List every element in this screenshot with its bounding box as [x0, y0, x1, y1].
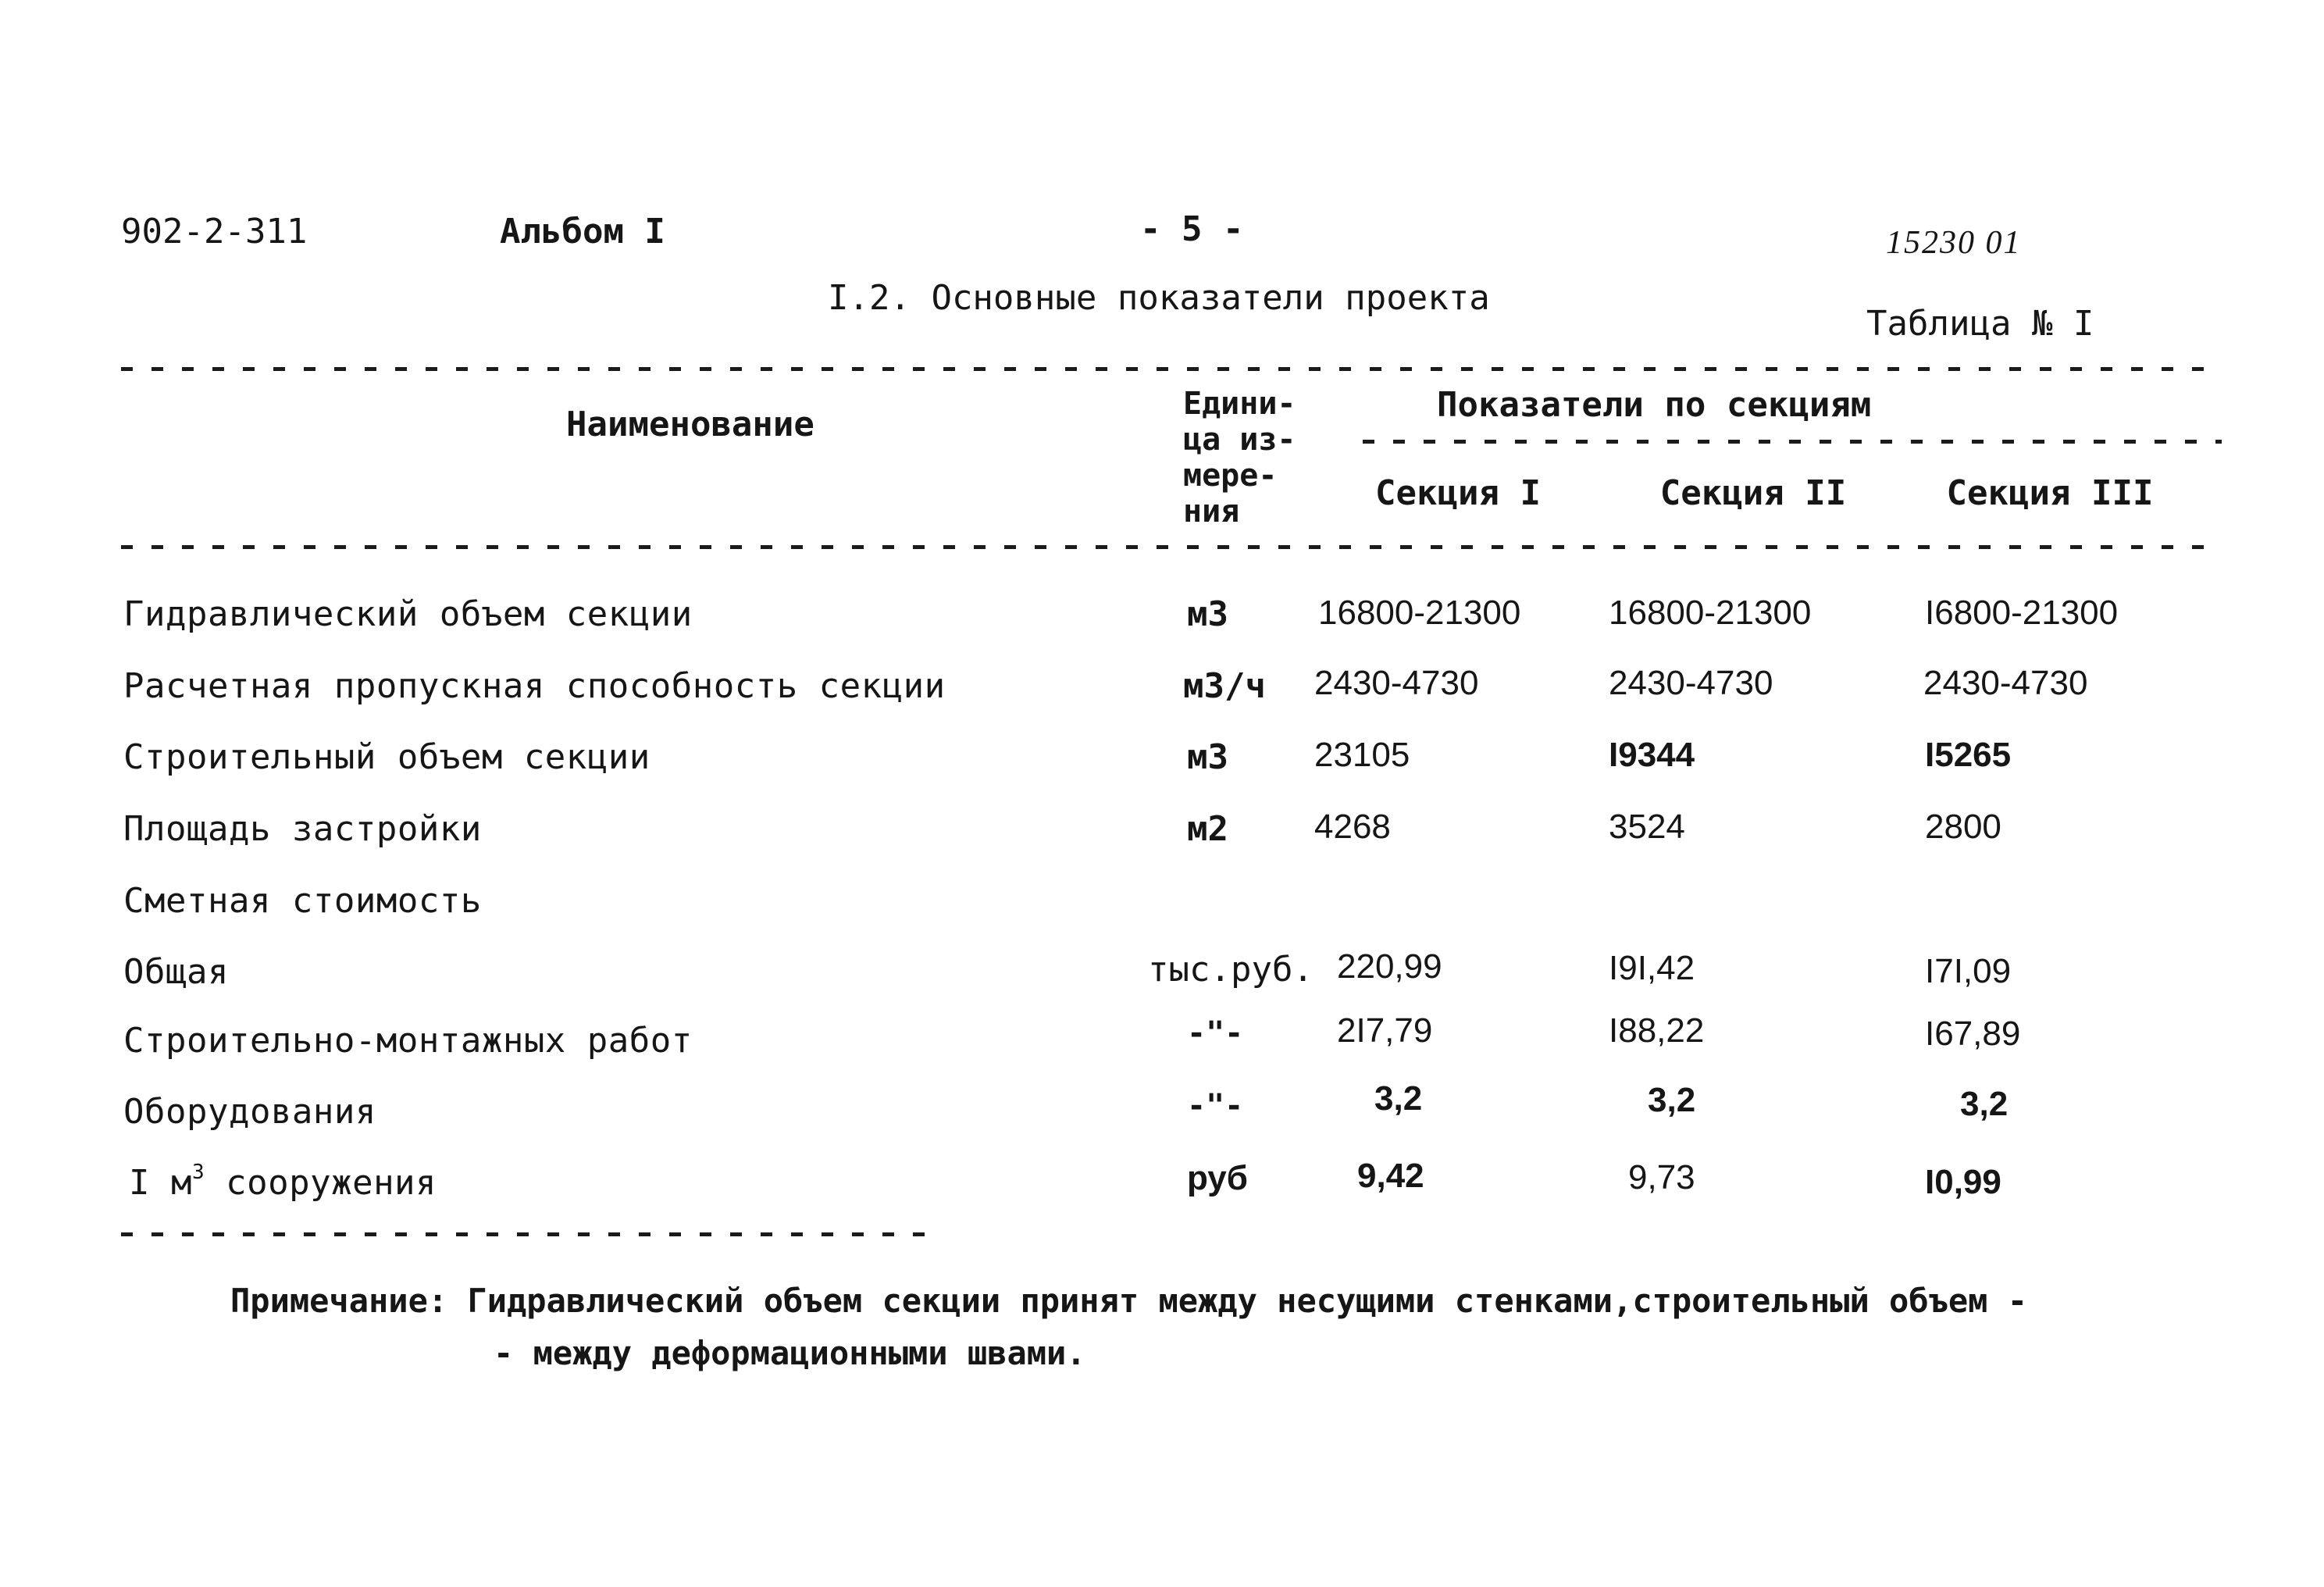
row-name: Общая	[123, 952, 229, 992]
row-name: Строительный объем секции	[123, 737, 651, 777]
row-name: Площадь застройки	[123, 809, 482, 849]
handwritten-number: 15230 01	[1886, 225, 2022, 261]
row-value-section-2: I9344	[1609, 736, 1695, 774]
row-value-section-2: 3524	[1609, 808, 1685, 846]
row-unit: -"-	[1187, 1015, 1244, 1051]
section-title: I.2. Основные показатели проекта	[828, 278, 1490, 318]
row-value-section-3: I6800-21300	[1925, 594, 2119, 632]
row-value-section-2: I88,22	[1609, 1011, 1705, 1050]
row-name: Сметная стоимость	[123, 881, 482, 921]
table-bottom-rule	[121, 1232, 933, 1236]
column-header-section-1: Секция I	[1375, 473, 1541, 513]
row-value-section-2: 3,2	[1648, 1081, 1696, 1119]
row-value-section-3: I7I,09	[1925, 952, 2012, 990]
row-value-section-1: 16800-21300	[1318, 594, 1521, 632]
row-name: Расчетная пропускная способность секции	[123, 666, 946, 706]
row-value-section-1: 2430-4730	[1314, 664, 1479, 702]
column-header-unit-line-1: Едини-	[1183, 386, 1296, 422]
row-value-section-3: 3,2	[1960, 1085, 2009, 1123]
column-header-unit-line-4: ния	[1183, 494, 1240, 530]
row-value-section-3: I5265	[1925, 736, 2012, 774]
row-value-section-1: 4268	[1314, 808, 1391, 846]
note-line-1: Примечание: Гидравлический объем секции принят между несущими стенками,строительный объем -	[230, 1282, 2028, 1320]
row-value-section-2: I9I,42	[1609, 949, 1695, 987]
document-code: 902-2-311	[121, 212, 308, 251]
page-number: - 5 -	[1140, 209, 1244, 249]
row-name: Оборудования	[123, 1092, 376, 1132]
row-unit: тыс.руб.	[1148, 950, 1313, 990]
row-value-section-1: 9,42	[1357, 1157, 1424, 1195]
row-unit: м3/ч	[1183, 666, 1266, 706]
table-top-rule	[121, 367, 2222, 371]
row-value-section-1: 220,99	[1337, 947, 1442, 986]
row-value-section-1: 23105	[1314, 736, 1410, 774]
note-line-2: - между деформационными швами.	[494, 1334, 1086, 1372]
table-caption: Таблица № I	[1866, 304, 2094, 344]
row-unit: м3	[1187, 737, 1228, 777]
row-value-section-1: 2I7,79	[1337, 1011, 1433, 1050]
superscript-three: 3	[191, 1161, 205, 1184]
column-header-section-3: Секция III	[1946, 473, 2154, 513]
row-name: I $м^3$ сооружения	[129, 1161, 437, 1203]
column-header-unit-line-3: мере-	[1183, 458, 1278, 494]
row-name: Гидравлический объем секции	[123, 594, 693, 634]
group-header-rule	[1363, 440, 2222, 444]
row-name: Строительно-монтажных работ	[123, 1021, 693, 1061]
row-unit: м2	[1187, 809, 1228, 849]
album-label: Альбом I	[500, 212, 665, 251]
row-value-section-1: 3,2	[1374, 1079, 1423, 1118]
row-value-section-3: 2800	[1925, 808, 2001, 846]
header-bottom-rule	[121, 545, 2222, 549]
row-value-section-3: I0,99	[1925, 1163, 2001, 1201]
column-header-section-2: Секция II	[1659, 473, 1847, 513]
column-header-unit-line-2: ца из-	[1183, 422, 1296, 458]
row-value-section-2: 9,73	[1628, 1158, 1695, 1196]
row-unit: руб	[1187, 1159, 1248, 1197]
row-value-section-2: 16800-21300	[1609, 594, 1812, 632]
column-header-name: Наименование	[566, 405, 814, 444]
row-value-section-3: 2430-4730	[1923, 664, 2088, 702]
row-value-section-2: 2430-4730	[1609, 664, 1773, 702]
row-unit: м3	[1187, 594, 1228, 634]
row-unit: -"-	[1187, 1088, 1244, 1124]
group-header-indicators: Показатели по секциям	[1437, 385, 1872, 425]
row-value-section-3: I67,89	[1925, 1015, 2021, 1053]
